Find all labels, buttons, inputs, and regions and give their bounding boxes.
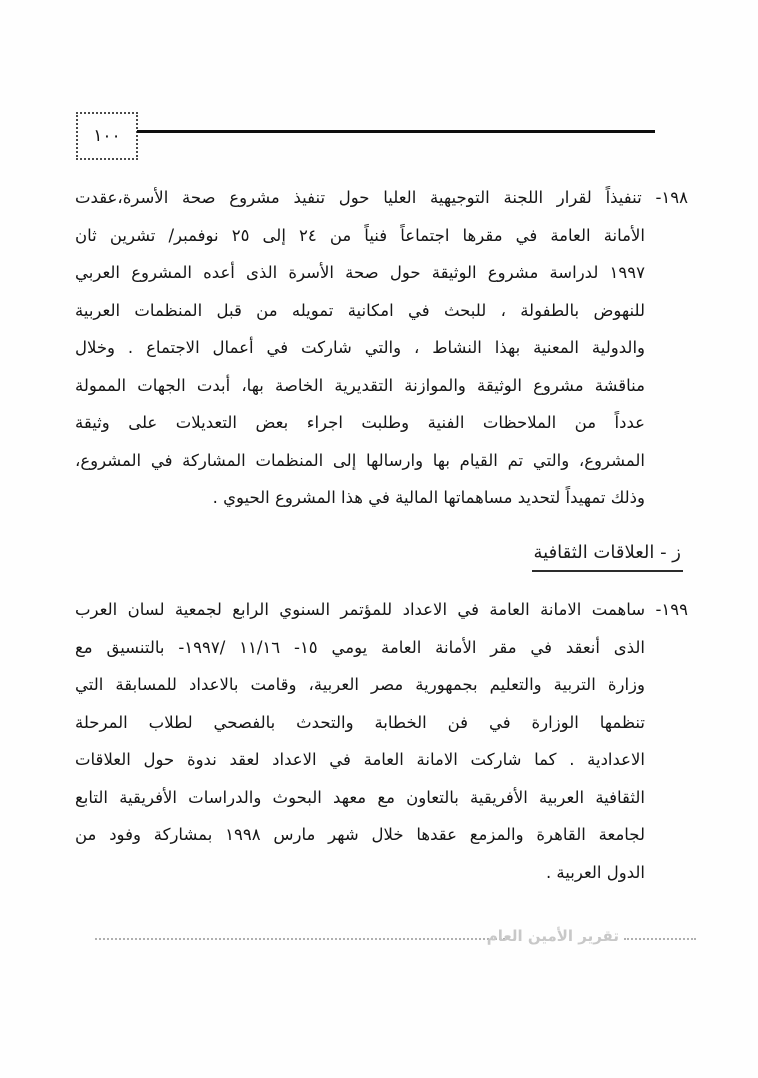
- text-line: وذلك تمهيداً لتحديد مساهماتها المالية في هذا المشروع الحيوي .: [212, 488, 645, 507]
- text-line: للنهوض بالطفولة ، للبحث في امكانية تمويله من قبل المنظمات العربية: [75, 300, 645, 320]
- section-heading-cultural-relations: ز - العلاقات الثقافية: [532, 542, 684, 572]
- text-line: ١٩٩٧ لدراسة مشروع الوثيقة حول صحة الأسرة الذى أعده المشروع العربي: [75, 263, 645, 282]
- text-line: ١٩٨- تنفيذاً لقرار اللجنة التوجيهية العليا حول تنفيذ مشروع صحة الأسرة،عقدت: [75, 188, 688, 207]
- footer-watermark: تقرير الأمين العام: [486, 927, 619, 945]
- text-line: عدداً من الملاحظات الفنية وطلبت اجراء بعض التعديلات على وثيقة: [75, 413, 645, 432]
- text-line: تنظمها الوزارة في فن الخطابة والتحدث بالفصحي لطلاب المرحلة: [75, 712, 645, 732]
- text-line: وزارة التربية والتعليم بجمهورية مصر العربية، وقامت بالاعداد للمسابقة التي: [75, 675, 645, 694]
- page-number-box: [76, 112, 138, 160]
- text-line: لجامعة القاهرة والمزمع عقدها خلال شهر مارس ١٩٩٨ بمشاركة وفود من: [75, 825, 645, 844]
- paragraph-199: [75, 591, 688, 891]
- text-line: الثقافية العربية الأفريقية بالتعاون مع معهد البحوث والدراسات الأفريقية التابع: [75, 787, 645, 807]
- text-line: ١٩٩- ساهمت الامانة العامة في الاعداد للمؤتمر السنوي الرابع لجمعية لسان العرب: [75, 600, 688, 619]
- footer-rule-left: [95, 938, 505, 940]
- footer-rule-right: [624, 938, 696, 940]
- text-line: الذى أنعقد في مقر الأمانة العامة يومي ١٥- ١١/١٦ /١٩٩٧- بالتنسيق مع: [75, 637, 645, 657]
- text-line: الاعدادية . كما شاركت الامانة العامة في الاعداد لعقد ندوة حول العلاقات: [75, 750, 645, 769]
- header-rule: [137, 130, 655, 133]
- paragraph-198: [75, 179, 688, 517]
- text-line: والدولية المعنية بهذا النشاط ، والتي شاركت في أعمال الاجتماع . وخلال: [75, 338, 645, 357]
- text-line: الدول العربية .: [545, 862, 645, 882]
- text-line: المشروع، والتي تم القيام بها وارسالها إلى المنظمات المشاركة في المشروع،: [75, 450, 645, 470]
- page-number: ١٠٠: [93, 126, 121, 146]
- text-line: الأمانة العامة في مقرها اجتماعاً فنياً من ٢٤ إلى ٢٥ نوفمبر/ تشرين ثان: [75, 225, 645, 245]
- text-line: مناقشة مشروع الوثيقة والموازنة التقديرية الخاصة بها، أبدت الجهات الممولة: [75, 375, 645, 395]
